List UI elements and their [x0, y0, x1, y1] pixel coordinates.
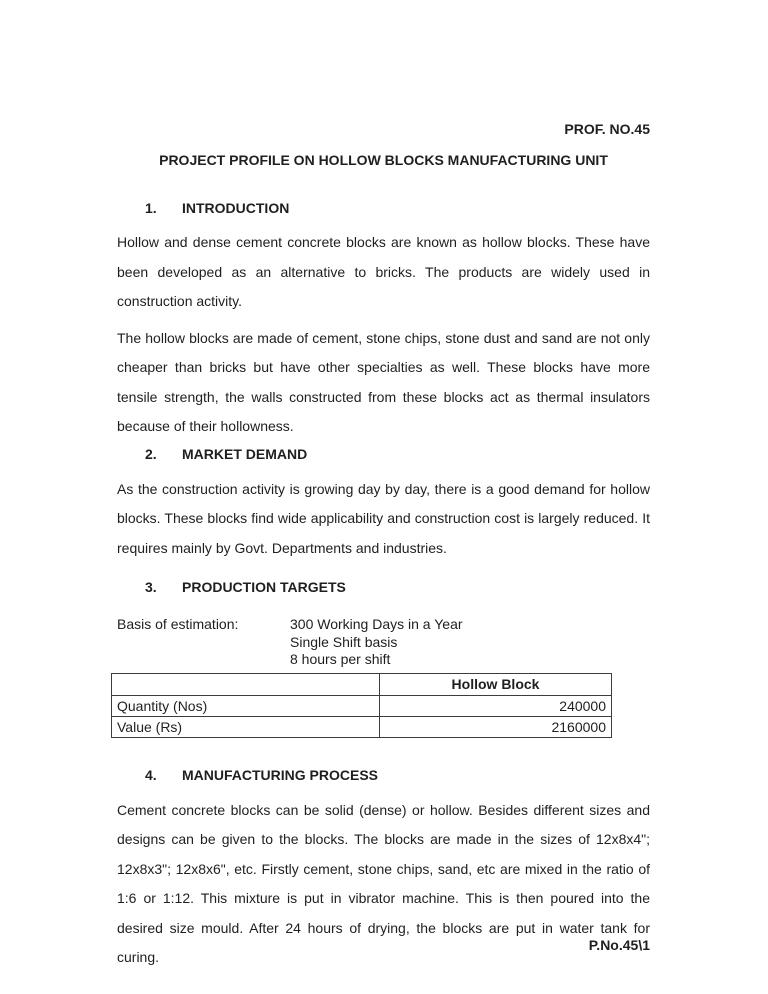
section-2-paragraph-1: As the construction activity is growing day by day, there is a good demand for hollow blocks. These blocks find wide applicability and construction cost is largely reduced. It requires mainly by Govt. Departments and industries. — [117, 480, 650, 556]
basis-of-estimation — [117, 616, 650, 669]
basis-line-3: 8 hours per shift — [290, 651, 391, 667]
table-header-hollow-block: Hollow Block — [380, 673, 612, 695]
basis-values — [290, 616, 463, 669]
section-4-title: MANUFACTURING PROCESS — [182, 766, 379, 783]
table-header-row — [112, 673, 612, 695]
table-cell-value-value: 2160000 — [380, 716, 612, 737]
basis-label: Basis of estimation: — [117, 616, 239, 632]
section-3-number: 3. — [145, 579, 157, 595]
ref-number: PROF. NO.45 — [564, 121, 650, 137]
section-1-title: INTRODUCTION — [182, 200, 290, 216]
section-1-heading — [117, 199, 650, 217]
section-1-number: 1. — [145, 200, 157, 216]
table-cell-quantity-value: 240000 — [380, 695, 612, 716]
basis-line-1: 300 Working Days in a Year — [290, 616, 463, 632]
production-table — [111, 673, 612, 738]
table-cell-value-label: Value (Rs) — [112, 716, 380, 737]
table-row-quantity — [112, 695, 612, 716]
table-cell-quantity-label: Quantity (Nos) — [112, 695, 380, 716]
section-2-heading — [117, 445, 650, 463]
section-1-paragraph-2: The hollow blocks are made of cement, stone chips, stone dust and sand are not only cheaper than bricks but have other specialties as well. These blocks have more tensile strength, the walls constructed from these blocks act as thermal insulators because of their hollowness. — [117, 329, 650, 434]
document-title: PROJECT PROFILE ON HOLLOW BLOCKS MANUFACTURING UNIT — [159, 152, 608, 168]
basis-line-2: Single Shift basis — [290, 633, 398, 650]
section-4-paragraph-1: Cement concrete blocks can be solid (dense) or hollow. Besides different sizes and designs can be given to the blocks. The blocks are made in the sizes of 12x8x4"; 12x8x3"; 12x8x6", etc. Firstly cement, stone chips, sand, etc are mixed in the ratio of 1:6 or 1:12. This mixture is put in vibrator machine. This is then poured into the desired size mould. After 24 hours of drying, the blocks are put in water tank for curing. — [117, 801, 650, 965]
table-row-value — [112, 716, 612, 737]
section-3-title: PRODUCTION TARGETS — [182, 579, 346, 595]
section-4-number: 4. — [145, 766, 157, 783]
page-footer: P.No.45\1 — [588, 937, 650, 953]
section-2-title: MARKET DEMAND — [182, 445, 308, 462]
section-4-heading — [117, 766, 650, 784]
table-header-empty-cell — [112, 673, 380, 695]
section-3-heading — [117, 578, 650, 596]
section-2-number: 2. — [145, 445, 157, 462]
section-1-paragraph-1: Hollow and dense cement concrete blocks are known as hollow blocks. These have been developed as an alternative to bricks. The products are widely used in construction activity. — [117, 234, 650, 309]
